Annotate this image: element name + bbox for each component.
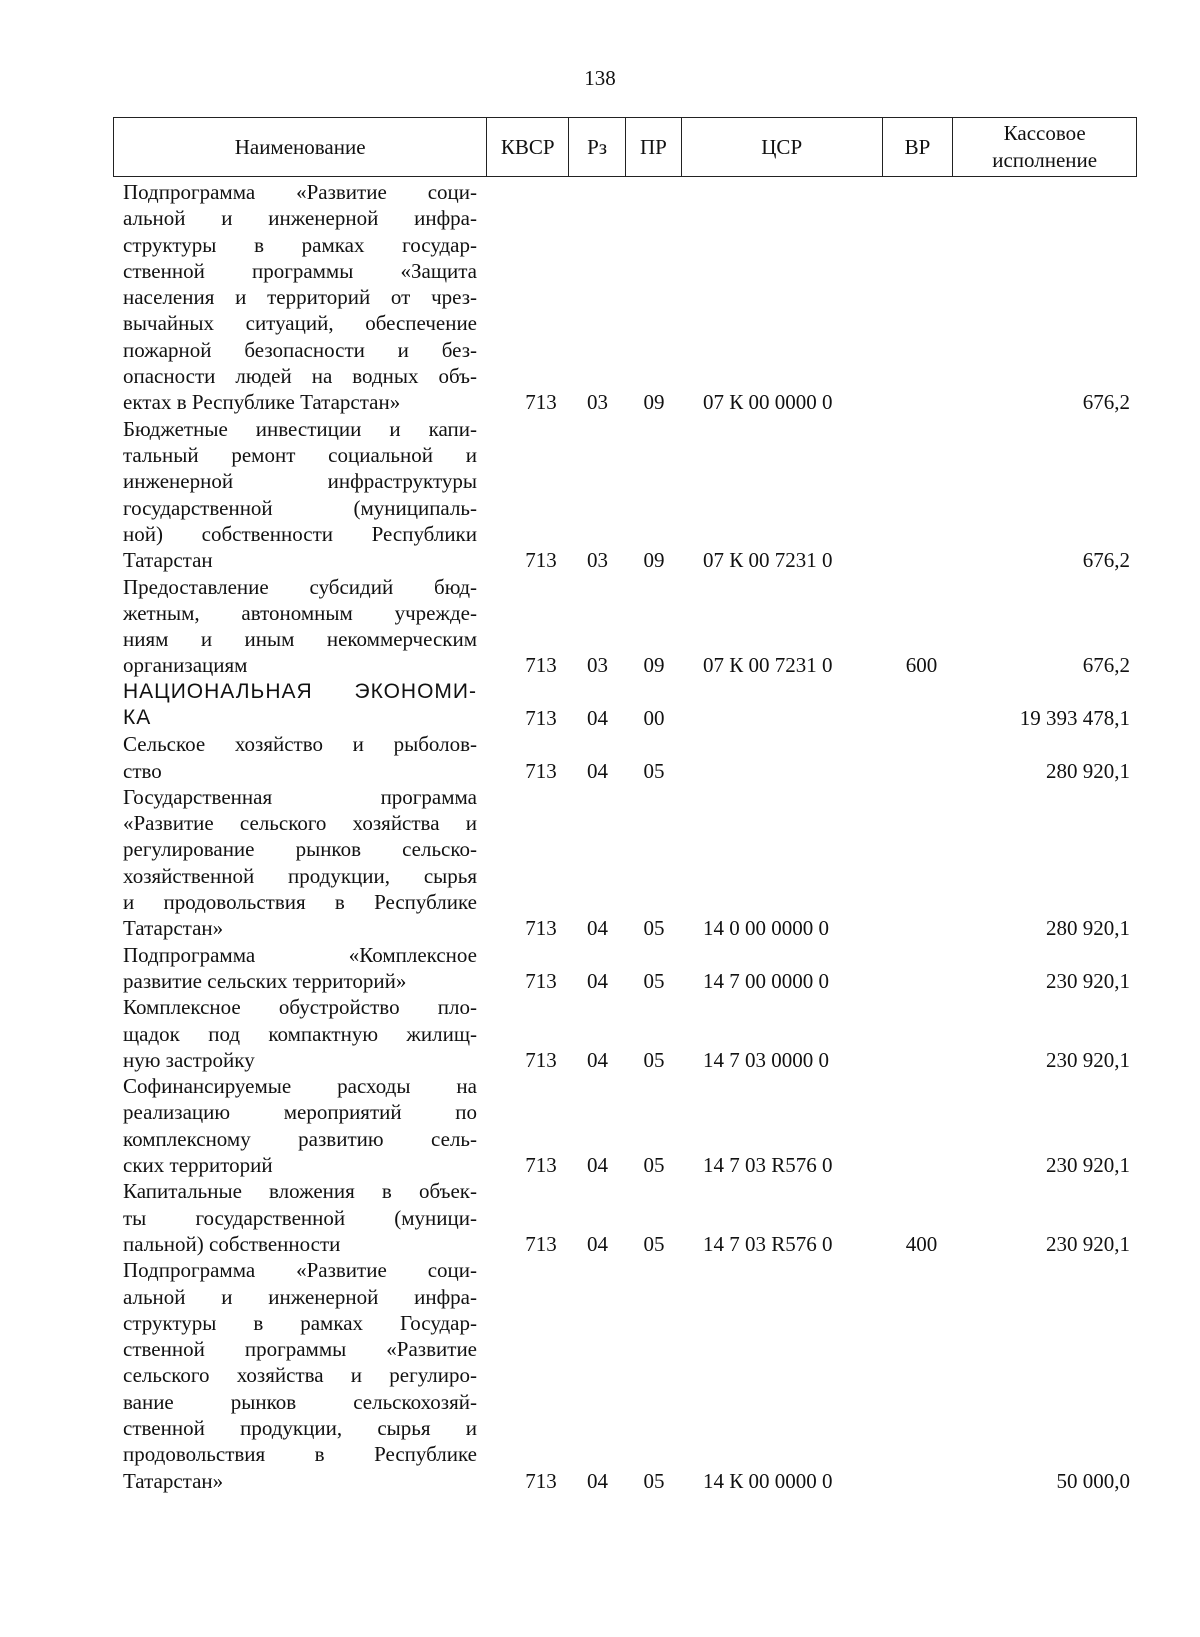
row-pr: 05: [643, 758, 665, 783]
row-name-line: опасности людей на водных объ-: [123, 364, 477, 389]
row-csr: 14 7 03 R576 0: [703, 1153, 833, 1178]
header-amount-line2: исполнение: [992, 148, 1098, 172]
row-name-line: ной) собственности Республики: [123, 521, 477, 546]
row-name-line: Сельское хозяйство и рыболов-: [123, 732, 477, 757]
table-row: [113, 994, 1137, 1073]
row-name-line: Подпрограмма «Развитие соци-: [123, 1258, 477, 1283]
row-name: [123, 574, 477, 679]
row-name-line: продовольствия в Республике: [123, 1442, 477, 1467]
row-kvsr: 713: [525, 758, 557, 783]
row-vr: [886, 1152, 957, 1178]
row-name-line: вычайных ситуаций, обеспечение: [123, 311, 477, 336]
row-kvsr: 713: [525, 916, 557, 941]
table-row: [113, 1257, 1137, 1494]
row-pr: 05: [643, 1468, 665, 1493]
row-name: [123, 994, 477, 1073]
row-name-line: реализацию мероприятий по: [123, 1100, 477, 1125]
row-name-line: Предоставление субсидий бюд-: [123, 574, 477, 599]
row-rz: 04: [587, 1231, 608, 1256]
row-name-line: ектах в Республике Татарстан»: [123, 390, 401, 415]
row-name: [123, 731, 477, 784]
row-pr: 05: [643, 1231, 665, 1256]
row-name-line: ты государственной (муници-: [123, 1205, 477, 1230]
row-kvsr: 713: [525, 705, 557, 730]
row-name-line: Подпрограмма «Развитие соци-: [123, 180, 477, 204]
row-rz: 04: [587, 968, 608, 993]
row-amount: 676,2: [1082, 548, 1130, 573]
header-rz: Рз: [569, 118, 626, 176]
row-pr: 00: [643, 705, 665, 730]
table-row: [113, 679, 1137, 732]
row-name: [123, 1257, 477, 1494]
row-name-line: ственной программы «Развитие: [123, 1337, 477, 1362]
row-name-line: и продовольствия в Республике: [123, 890, 477, 915]
row-amount: 676,2: [1082, 653, 1130, 678]
table-row: [113, 1073, 1137, 1178]
row-vr: [886, 705, 957, 731]
row-name-line: Подпрограмма «Комплексное: [123, 942, 477, 967]
row-name-line: «Развитие сельского хозяйства и: [123, 811, 477, 836]
row-csr: 07 К 00 0000 0: [703, 390, 833, 415]
row-pr: 05: [643, 968, 665, 993]
row-rz: 04: [587, 916, 608, 941]
row-name-line: Татарстан: [123, 548, 213, 573]
row-vr: [886, 1047, 957, 1073]
table-row: [113, 416, 1137, 574]
row-name-line: жетным, автономным учрежде-: [123, 600, 477, 625]
row-name-line: ственной программы «Защита: [123, 258, 477, 283]
row-name-line: КА: [123, 705, 152, 729]
row-rz: 04: [587, 1047, 608, 1072]
row-amount: 230 920,1: [1046, 1047, 1130, 1072]
row-name: [123, 179, 477, 416]
header-vr: ВР: [883, 118, 954, 176]
row-vr: [886, 389, 957, 415]
row-name-line: Капитальные вложения в объек-: [123, 1179, 477, 1204]
row-vr: [886, 1468, 957, 1494]
row-vr: 600: [905, 653, 938, 678]
row-kvsr: 713: [525, 968, 557, 993]
row-amount: 676,2: [1082, 390, 1130, 415]
row-name-line: ную застройку: [123, 1047, 255, 1072]
row-name: [123, 1178, 477, 1257]
row-name-line: альной и инженерной инфра-: [123, 1284, 477, 1309]
row-kvsr: 713: [525, 653, 557, 678]
row-pr: 09: [643, 390, 665, 415]
row-name-line: ственной продукции, сырья и: [123, 1416, 477, 1441]
row-name-line: Бюджетные инвестиции и капи-: [123, 416, 477, 441]
row-pr: 05: [643, 1047, 665, 1072]
row-name-line: организациям: [123, 653, 248, 678]
row-name-line: населения и территорий от чрез-: [123, 285, 477, 310]
row-pr: 05: [643, 916, 665, 941]
row-rz: 04: [587, 758, 608, 783]
row-name: [123, 679, 477, 732]
row-kvsr: 713: [525, 390, 557, 415]
page-number: 138: [584, 66, 616, 90]
row-name-line: Софинансируемые расходы на: [123, 1074, 477, 1099]
row-name-line: Комплексное обустройство пло-: [123, 995, 477, 1020]
row-name-line: государственной (муниципаль-: [123, 495, 477, 520]
row-csr: 14 7 03 0000 0: [703, 1047, 829, 1072]
row-rz: 03: [587, 653, 608, 678]
row-kvsr: 713: [525, 1468, 557, 1493]
row-vr: [886, 547, 957, 573]
row-name: [123, 1073, 477, 1178]
row-vr: [886, 968, 957, 994]
row-name-line: НАЦИОНАЛЬНАЯ ЭКОНОМИ-: [123, 679, 477, 703]
row-name-line: пожарной безопасности и без-: [123, 337, 477, 362]
row-pr: 05: [643, 1153, 665, 1178]
row-vr: 400: [905, 1231, 938, 1256]
table-row: [113, 784, 1137, 942]
table-row: [113, 574, 1137, 679]
row-name: [123, 416, 477, 574]
row-name-line: тальный ремонт социальной и: [123, 442, 477, 467]
row-amount: 230 920,1: [1046, 968, 1130, 993]
row-name-line: структуры в рамках государ-: [123, 232, 477, 257]
row-csr: 14 К 00 0000 0: [703, 1468, 833, 1493]
row-name-line: регулирование рынков сельско-: [123, 837, 477, 862]
row-name-line: хозяйственной продукции, сырья: [123, 863, 477, 888]
row-pr: 09: [643, 548, 665, 573]
row-name-line: Татарстан»: [123, 1468, 224, 1493]
row-name-line: Государственная программа: [123, 784, 477, 809]
row-rz: 03: [587, 390, 608, 415]
table-row: [113, 1178, 1137, 1257]
header-amount: [953, 118, 1136, 176]
row-name: [123, 942, 477, 995]
row-kvsr: 713: [525, 1153, 557, 1178]
row-amount: 19 393 478,1: [1019, 705, 1130, 730]
row-rz: 04: [587, 705, 608, 730]
header-csr: ЦСР: [682, 118, 883, 176]
header-amount-line1: Кассовое: [1003, 121, 1086, 145]
row-name-line: структуры в рамках Государ-: [123, 1310, 477, 1335]
table-row: [113, 731, 1137, 784]
row-csr: 14 7 00 0000 0: [703, 968, 829, 993]
row-rz: 04: [587, 1153, 608, 1178]
row-name-line: ниям и иным некоммерческим: [123, 627, 477, 652]
row-amount: 230 920,1: [1046, 1153, 1130, 1178]
row-csr: 07 К 00 7231 0: [703, 653, 833, 678]
row-csr: [703, 705, 893, 731]
table-header: [113, 117, 1137, 177]
row-name: [123, 784, 477, 942]
row-csr: 14 7 03 R576 0: [703, 1231, 833, 1256]
row-name-line: комплексному развитию сель-: [123, 1126, 477, 1151]
row-name-line: Татарстан»: [123, 916, 224, 941]
row-amount: 230 920,1: [1046, 1231, 1130, 1256]
row-name-line: сельского хозяйства и регулиро-: [123, 1363, 477, 1388]
row-name-line: инженерной инфраструктуры: [123, 469, 477, 494]
header-kvsr: КВСР: [487, 118, 569, 176]
row-rz: 03: [587, 548, 608, 573]
row-kvsr: 713: [525, 1231, 557, 1256]
row-name-line: ство: [123, 758, 162, 783]
row-csr: 07 К 00 7231 0: [703, 548, 833, 573]
row-name-line: ских территорий: [123, 1153, 273, 1178]
row-amount: 50 000,0: [1056, 1468, 1130, 1493]
row-vr: [886, 758, 957, 784]
row-amount: 280 920,1: [1046, 758, 1130, 783]
row-name-line: развитие сельских территорий»: [123, 968, 407, 993]
row-amount: 280 920,1: [1046, 916, 1130, 941]
row-name-line: альной и инженерной инфра-: [123, 206, 477, 231]
row-csr: 14 0 00 0000 0: [703, 916, 829, 941]
row-pr: 09: [643, 653, 665, 678]
row-kvsr: 713: [525, 1047, 557, 1072]
header-name: Наименование: [114, 118, 487, 176]
row-name-line: щадок под компактную жилищ-: [123, 1021, 477, 1046]
row-name-line: вание рынков сельскохозяй-: [123, 1389, 477, 1414]
row-kvsr: 713: [525, 548, 557, 573]
table-row: [113, 942, 1137, 995]
row-rz: 04: [587, 1468, 608, 1493]
row-vr: [886, 915, 957, 941]
table-row: [113, 179, 1137, 416]
row-name-line: пальной) собственности: [123, 1231, 341, 1256]
header-pr: ПР: [626, 118, 682, 176]
row-csr: [703, 758, 893, 784]
